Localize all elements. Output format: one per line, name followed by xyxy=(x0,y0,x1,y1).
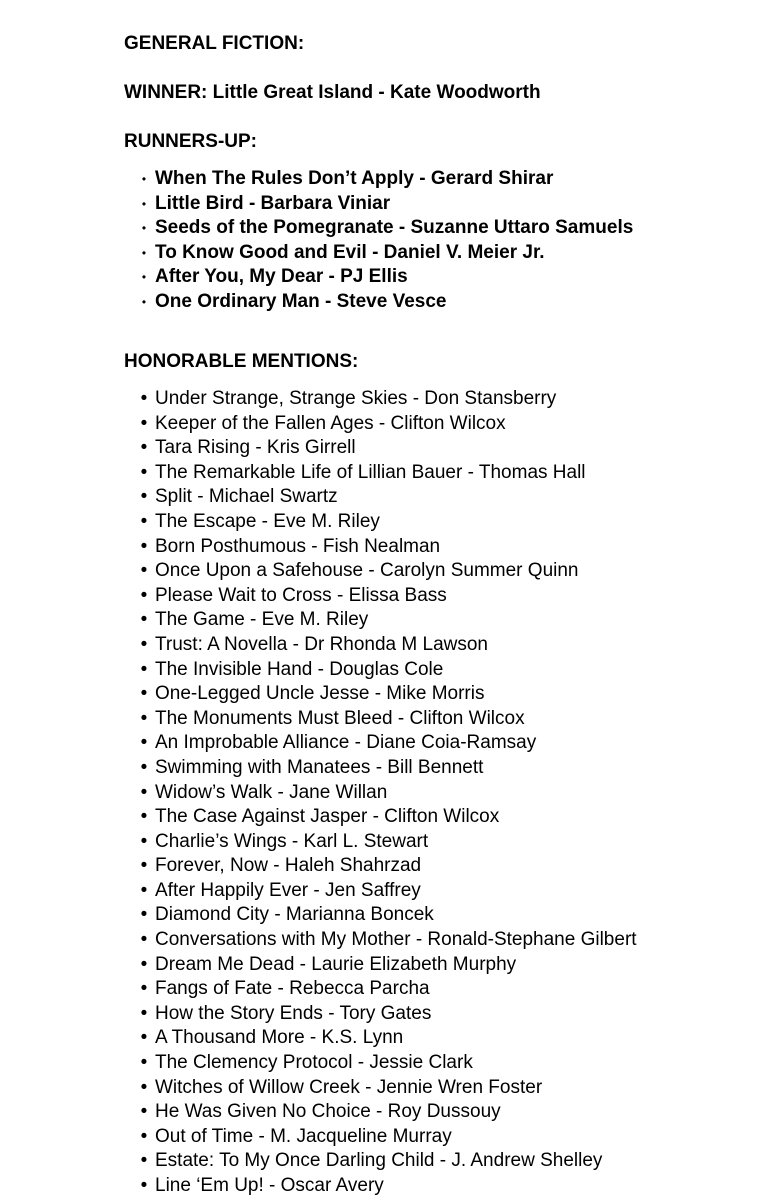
bullet-icon: • xyxy=(141,196,147,211)
list-item-text: The Monuments Must Bleed - Clifton Wilcox xyxy=(155,707,525,729)
bullet-icon: • xyxy=(140,388,148,409)
bullet-icon: • xyxy=(141,221,147,236)
bullet-icon: • xyxy=(140,1101,148,1123)
bullet-icon: • xyxy=(140,1175,148,1196)
list-item-text: Swimming with Manatees - Bill Bennett xyxy=(155,756,484,778)
bullet-icon: • xyxy=(140,437,148,459)
bullet-icon: • xyxy=(140,560,148,582)
list-item-text: Split - Michael Swartz xyxy=(155,486,338,508)
runners-up-heading: RUNNERS-UP: xyxy=(124,131,257,152)
bullet-icon: • xyxy=(140,879,148,901)
list-item-text: The Case Against Jasper - Clifton Wilcox xyxy=(155,806,500,828)
list-item-text: Diamond City - Marianna Boncek xyxy=(155,904,434,926)
bullet-icon: • xyxy=(140,978,148,1000)
list-item-text: Dream Me Dead - Laurie Elizabeth Murphy xyxy=(155,953,517,975)
list-item-text: Witches of Willow Creek - Jennie Wren Foster xyxy=(155,1076,543,1098)
bullet-icon: • xyxy=(140,806,148,828)
bullet-icon: • xyxy=(140,683,148,705)
list-item-text: He Was Given No Choice - Roy Dussouy xyxy=(155,1101,501,1123)
bullet-icon: • xyxy=(141,172,147,186)
list-item-text: How the Story Ends - Tory Gates xyxy=(155,1002,432,1024)
list-item-text: Trust: A Novella - Dr Rhonda M Lawson xyxy=(155,633,488,655)
bullet-icon: • xyxy=(140,855,148,877)
bullet-icon: • xyxy=(140,904,148,926)
list-item-text: Under Strange, Strange Skies - Don Stansberry xyxy=(155,388,557,409)
bullet-icon: • xyxy=(140,1076,148,1098)
bullet-icon: • xyxy=(140,1002,148,1024)
list-item-text: Forever, Now - Haleh Shahrzad xyxy=(155,855,422,877)
list-item-text: Conversations with My Mother - Ronald-Stephane Gilbert xyxy=(155,929,637,951)
bullet-icon: • xyxy=(140,1125,148,1147)
bullet-icon: • xyxy=(141,270,147,285)
bullet-icon: • xyxy=(140,510,148,532)
list-item-text: The Invisible Hand - Douglas Cole xyxy=(155,658,444,680)
list-item-text: Charlie’s Wings - Karl L. Stewart xyxy=(155,830,429,852)
bullet-icon: • xyxy=(140,461,148,483)
bullet-icon: • xyxy=(141,294,147,309)
list-item-text: Estate: To My Once Darling Child - J. Andrew Shelley xyxy=(155,1150,603,1172)
honorable-mentions-heading: HONORABLE MENTIONS: xyxy=(124,351,359,372)
list-item-text: Once Upon a Safehouse - Carolyn Summer Quinn xyxy=(155,560,579,582)
list-item-text: To Know Good and Evil - Daniel V. Meier Jr. xyxy=(155,241,545,263)
list-item-text: Please Wait to Cross - Elissa Bass xyxy=(155,584,447,606)
bullet-icon: • xyxy=(140,486,148,508)
bullet-icon: • xyxy=(140,756,148,778)
list-item-text: One-Legged Uncle Jesse - Mike Morris xyxy=(155,683,485,705)
bullet-icon: • xyxy=(140,953,148,975)
list-item-text: The Game - Eve M. Riley xyxy=(155,609,369,631)
bullet-icon: • xyxy=(140,658,148,680)
bullet-icon: • xyxy=(140,707,148,729)
list-item-text: Fangs of Fate - Rebecca Parcha xyxy=(155,978,430,1000)
list-item-text: After You, My Dear - PJ Ellis xyxy=(155,266,408,288)
list-item-text: Out of Time - M. Jacqueline Murray xyxy=(155,1125,452,1147)
list-item-text: One Ordinary Man - Steve Vesce xyxy=(155,290,447,312)
list-item-text: The Remarkable Life of Lillian Bauer - Thomas Hall xyxy=(155,461,586,483)
list-item-text: A Thousand More - K.S. Lynn xyxy=(155,1027,404,1049)
bullet-icon: • xyxy=(140,1052,148,1074)
bullet-icon: • xyxy=(140,830,148,852)
list-item-text: Little Bird - Barbara Viniar xyxy=(155,192,391,214)
list-item-text: After Happily Ever - Jen Saffrey xyxy=(155,879,421,901)
list-item-text: Tara Rising - Kris Girrell xyxy=(155,437,356,459)
bullet-icon: • xyxy=(140,609,148,631)
bullet-icon: • xyxy=(140,781,148,803)
list-item-text: The Clemency Protocol - Jessie Clark xyxy=(155,1052,473,1074)
list-item-text: Line ‘Em Up! - Oscar Avery xyxy=(155,1175,384,1196)
list-item-text: Keeper of the Fallen Ages - Clifton Wilcox xyxy=(155,412,506,434)
list-item-text: Seeds of the Pomegranate - Suzanne Uttaro Samuels xyxy=(155,217,634,239)
bullet-icon: • xyxy=(140,1027,148,1049)
winner-line: WINNER: Little Great Island - Kate Woodworth xyxy=(124,82,541,103)
list-item-text: Widow’s Walk - Jane Willan xyxy=(155,781,388,803)
bullet-icon: • xyxy=(140,535,148,557)
list-item-text: Born Posthumous - Fish Nealman xyxy=(155,535,441,557)
bullet-icon: • xyxy=(140,732,148,754)
bullet-icon: • xyxy=(140,1150,148,1172)
general-fiction-heading: GENERAL FICTION: xyxy=(124,33,305,54)
list-item-text: An Improbable Alliance - Diane Coia-Ramsay xyxy=(155,732,537,754)
bullet-icon: • xyxy=(140,633,148,655)
bullet-icon: • xyxy=(140,584,148,606)
bullet-icon: • xyxy=(141,245,147,260)
list-item-text: When The Rules Don’t Apply - Gerard Shirar xyxy=(155,168,554,189)
bullet-icon: • xyxy=(140,929,148,951)
list-item-text: The Escape - Eve M. Riley xyxy=(155,510,380,532)
bullet-icon: • xyxy=(140,412,148,434)
